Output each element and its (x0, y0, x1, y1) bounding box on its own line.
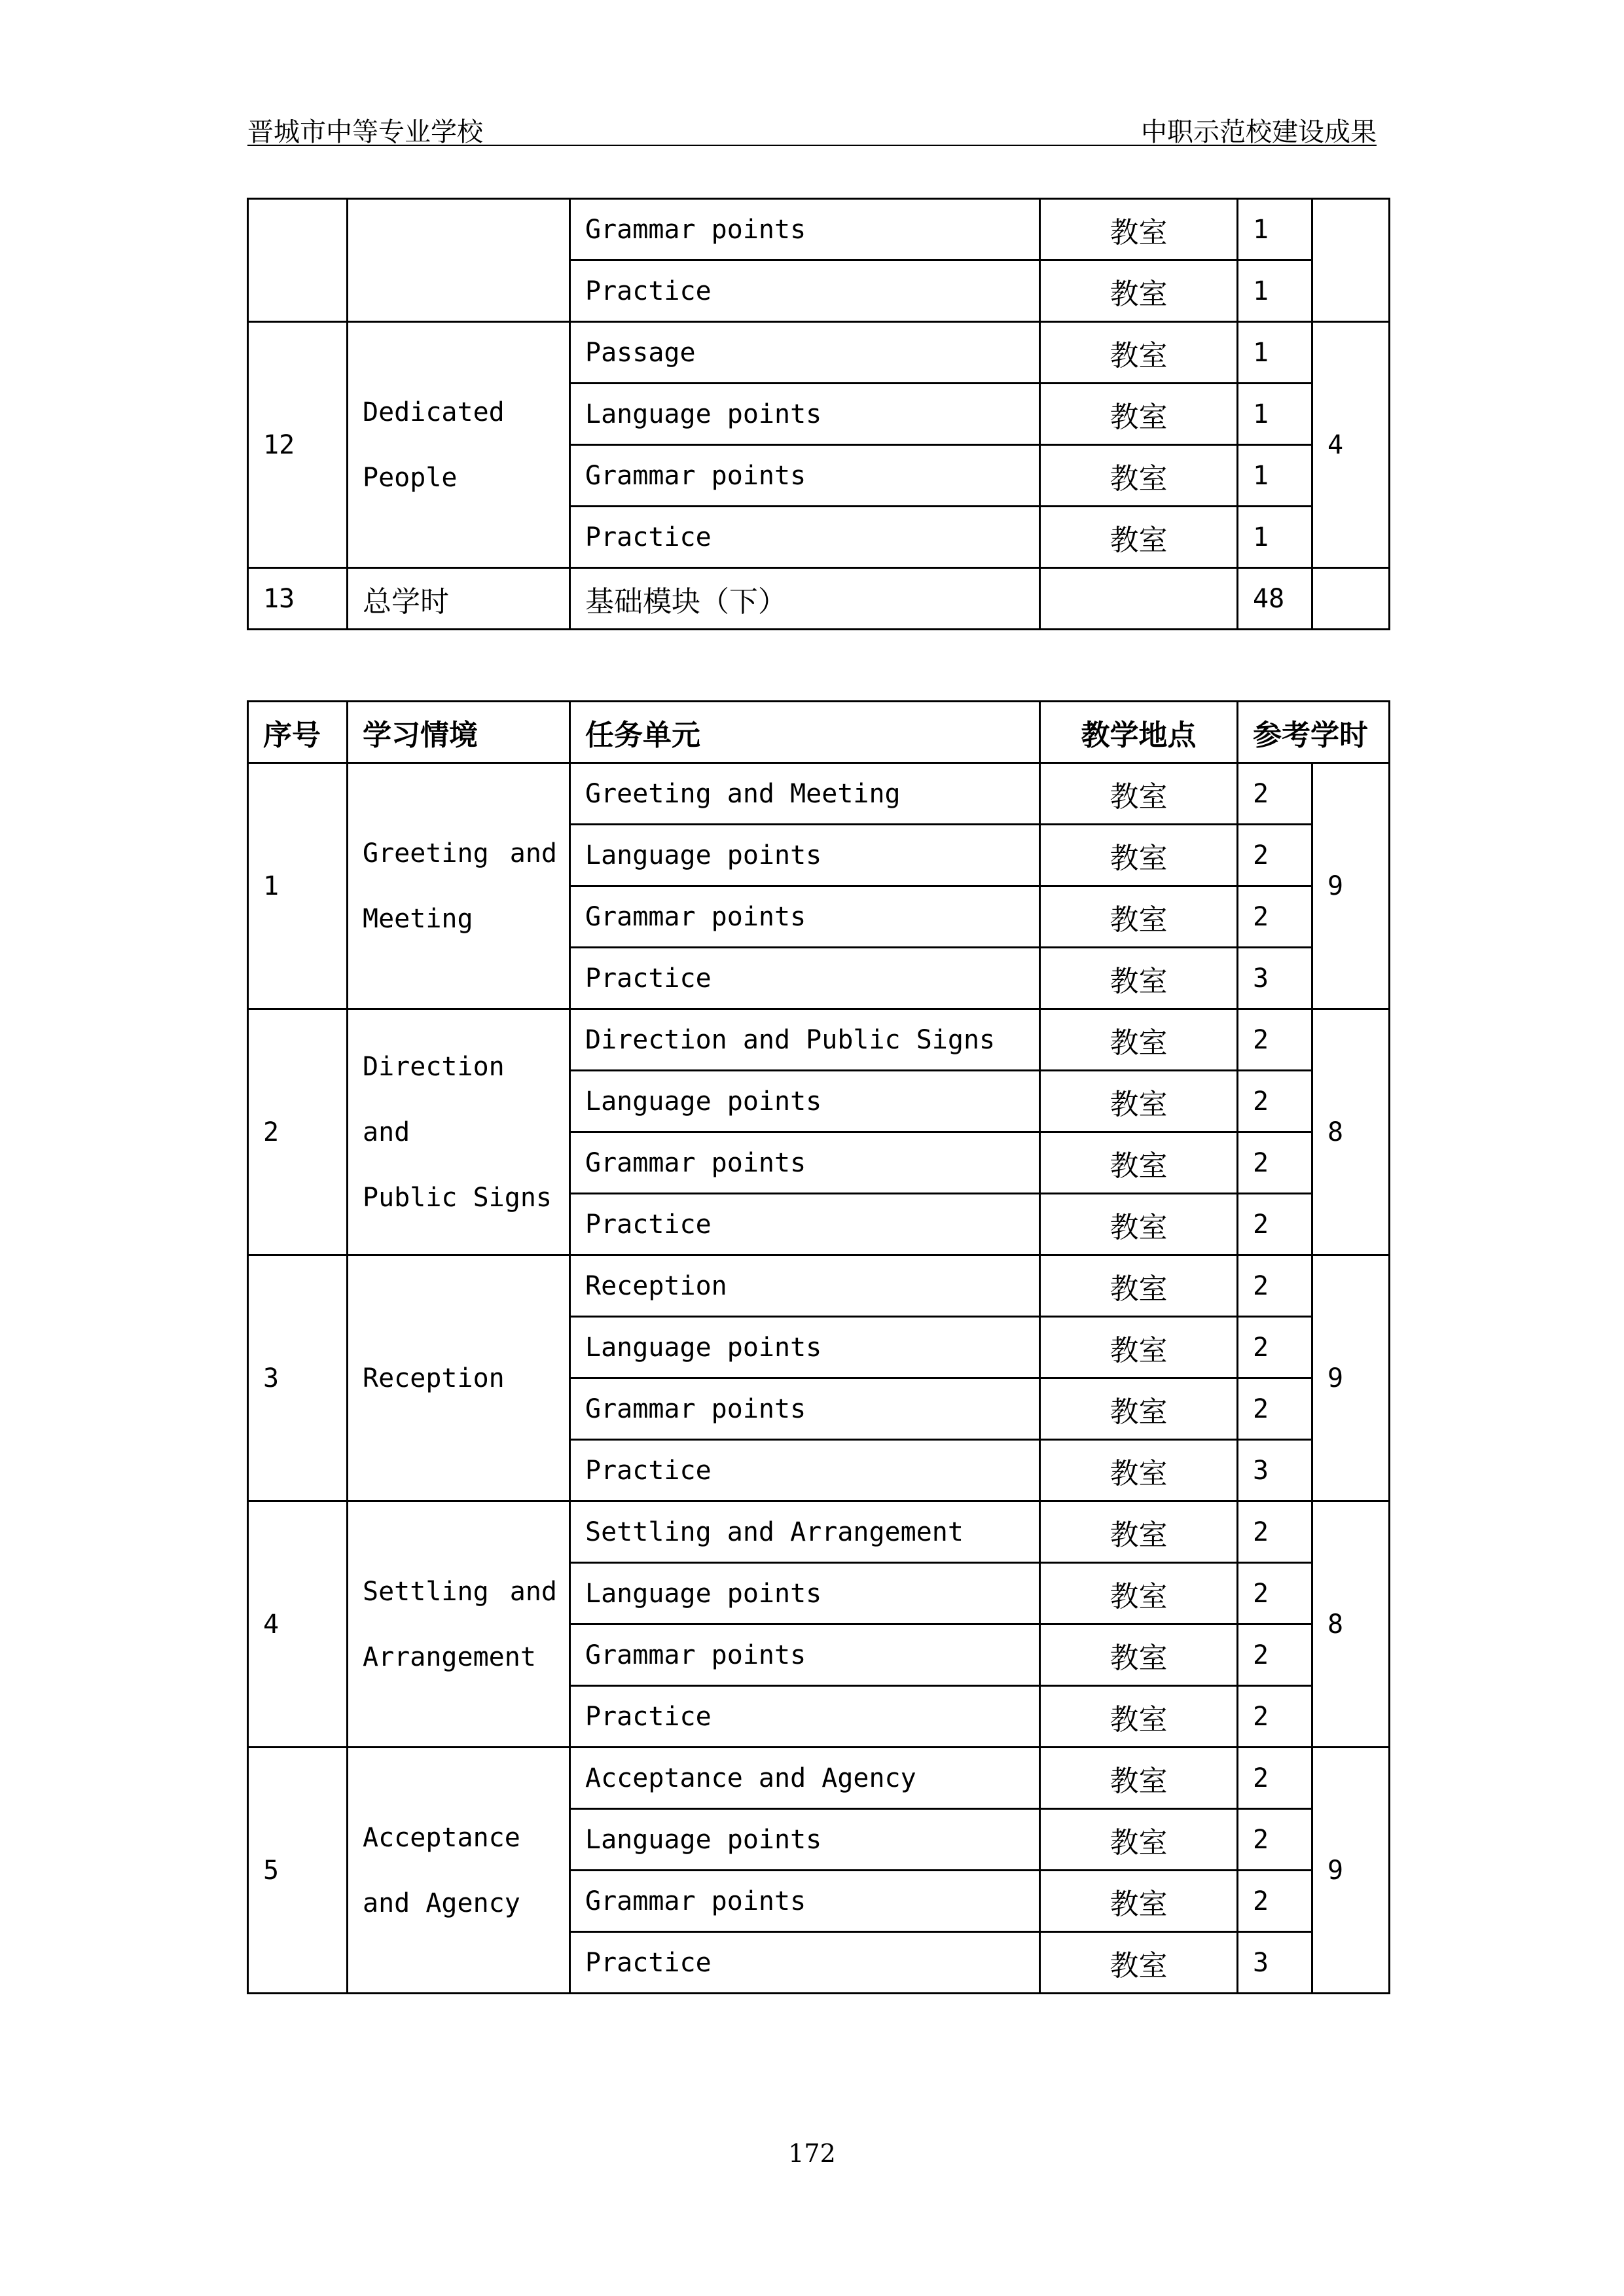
row-number (248, 199, 348, 322)
task-unit: Practice (570, 1194, 1040, 1255)
reference-hours: 2 (1238, 1748, 1312, 1809)
teaching-location: 教室 (1040, 1809, 1238, 1871)
reference-hours: 1 (1238, 199, 1312, 260)
teaching-location: 教室 (1040, 1624, 1238, 1686)
task-unit: Language points (570, 1809, 1040, 1871)
subtotal-hours: 9 (1312, 1255, 1390, 1501)
learning-context-line: Greeting and (363, 838, 557, 869)
task-unit: Practice (570, 948, 1040, 1009)
reference-hours: 1 (1238, 445, 1312, 507)
task-unit: Language points (570, 1317, 1040, 1378)
teaching-location: 教室 (1040, 1440, 1238, 1501)
teaching-location: 教室 (1040, 1009, 1238, 1071)
row-number: 3 (248, 1255, 348, 1501)
reference-hours: 1 (1238, 322, 1312, 384)
header-no: 序号 (248, 702, 348, 763)
learning-context-line: Settling and (363, 1576, 557, 1607)
reference-hours: 2 (1238, 1871, 1312, 1932)
learning-context (348, 1009, 570, 1255)
table-row (248, 1501, 1390, 1563)
reference-hours: 2 (1238, 1317, 1312, 1378)
task-unit: Grammar points (570, 445, 1040, 507)
page-number: 172 (788, 2139, 836, 2168)
teaching-location: 教室 (1040, 1563, 1238, 1624)
subtotal-hours: 9 (1312, 1748, 1390, 1994)
header-task: 任务单元 (570, 702, 1040, 763)
reference-hours: 2 (1238, 1624, 1312, 1686)
learning-context-line: Public Signs (363, 1182, 552, 1213)
task-unit: Passage (570, 322, 1040, 384)
table-header-row (248, 702, 1390, 763)
task-unit: Grammar points (570, 1871, 1040, 1932)
reference-hours: 2 (1238, 763, 1312, 825)
task-unit: Grammar points (570, 1378, 1040, 1440)
task-unit: Language points (570, 1071, 1040, 1132)
header-hours: 参考学时 (1238, 702, 1390, 763)
learning-context-line: Direction and (363, 1051, 505, 1147)
teaching-location: 教室 (1040, 1748, 1238, 1809)
teaching-location: 教室 (1040, 1871, 1238, 1932)
teaching-location: 教室 (1040, 1071, 1238, 1132)
teaching-location: 教室 (1040, 1317, 1238, 1378)
learning-context-line: and Agency (363, 1888, 520, 1918)
teaching-location: 教室 (1040, 825, 1238, 886)
task-unit: Practice (570, 507, 1040, 568)
schedule-table (247, 700, 1390, 1994)
teaching-location: 教室 (1040, 322, 1238, 384)
table-row (248, 763, 1390, 825)
header-location: 教学地点 (1040, 702, 1238, 763)
teaching-location: 教室 (1040, 445, 1238, 507)
reference-hours: 3 (1238, 1932, 1312, 1994)
reference-hours: 3 (1238, 948, 1312, 1009)
task-unit: Grammar points (570, 1624, 1040, 1686)
header-school-name: 晋城市中等专业学校 (247, 117, 483, 147)
teaching-location (1040, 568, 1238, 630)
learning-context-line: Arrangement (363, 1641, 536, 1672)
row-number: 5 (248, 1748, 348, 1994)
header-rule (247, 145, 1377, 146)
learning-context-line: Meeting (363, 903, 473, 934)
learning-context-line: Reception (363, 1363, 505, 1393)
subtotal-hours: 4 (1312, 322, 1390, 568)
teaching-location: 教室 (1040, 1932, 1238, 1994)
task-unit: Grammar points (570, 886, 1040, 948)
table-row (248, 1748, 1390, 1809)
reference-hours: 2 (1238, 1501, 1312, 1563)
reference-hours: 1 (1238, 384, 1312, 445)
teaching-location: 教室 (1040, 763, 1238, 825)
learning-context-line: Dedicated (363, 397, 505, 427)
reference-hours: 2 (1238, 1378, 1312, 1440)
learning-context (348, 1501, 570, 1748)
learning-context (348, 199, 570, 322)
reference-hours: 2 (1238, 1132, 1312, 1194)
teaching-location: 教室 (1040, 507, 1238, 568)
reference-hours: 1 (1238, 260, 1312, 322)
reference-hours: 2 (1238, 1809, 1312, 1871)
task-unit: Language points (570, 384, 1040, 445)
reference-hours: 2 (1238, 886, 1312, 948)
task-unit: Direction and Public Signs (570, 1009, 1040, 1071)
task-unit: Reception (570, 1255, 1040, 1317)
learning-context (348, 1255, 570, 1501)
reference-hours: 3 (1238, 1440, 1312, 1501)
reference-hours: 2 (1238, 1009, 1312, 1071)
teaching-location: 教室 (1040, 1132, 1238, 1194)
teaching-location: 教室 (1040, 199, 1238, 260)
total-extra (1312, 568, 1390, 630)
teaching-location: 教室 (1040, 1255, 1238, 1317)
row-number: 2 (248, 1009, 348, 1255)
task-unit: Grammar points (570, 199, 1040, 260)
row-number: 12 (248, 322, 348, 568)
table-row (248, 322, 1390, 384)
subtotal-hours: 8 (1312, 1009, 1390, 1255)
reference-hours: 2 (1238, 1563, 1312, 1624)
subtotal-hours: 8 (1312, 1501, 1390, 1748)
table-row (248, 1009, 1390, 1071)
task-unit: Language points (570, 1563, 1040, 1624)
task-unit: Practice (570, 1686, 1040, 1748)
learning-context (348, 763, 570, 1009)
learning-context (348, 1748, 570, 1994)
header-context: 学习情境 (348, 702, 570, 763)
teaching-location: 教室 (1040, 1194, 1238, 1255)
module-name: 基础模块（下） (570, 568, 1040, 630)
task-unit: Language points (570, 825, 1040, 886)
task-unit: Practice (570, 1440, 1040, 1501)
teaching-location: 教室 (1040, 1378, 1238, 1440)
teaching-location: 教室 (1040, 948, 1238, 1009)
task-unit: Acceptance and Agency (570, 1748, 1040, 1809)
reference-hours: 2 (1238, 825, 1312, 886)
row-number: 4 (248, 1501, 348, 1748)
teaching-location: 教室 (1040, 260, 1238, 322)
reference-hours: 1 (1238, 507, 1312, 568)
teaching-location: 教室 (1040, 1501, 1238, 1563)
reference-hours: 2 (1238, 1071, 1312, 1132)
total-row (248, 568, 1390, 630)
row-number: 13 (248, 568, 348, 630)
total-label: 总学时 (348, 568, 570, 630)
learning-context-line: Acceptance (363, 1822, 520, 1853)
header-document-title: 中职示范校建设成果 (1141, 117, 1377, 147)
total-hours: 48 (1238, 568, 1312, 630)
task-unit: Settling and Arrangement (570, 1501, 1040, 1563)
task-unit: Greeting and Meeting (570, 763, 1040, 825)
reference-hours: 2 (1238, 1686, 1312, 1748)
reference-hours: 2 (1238, 1194, 1312, 1255)
task-unit: Practice (570, 260, 1040, 322)
task-unit: Practice (570, 1932, 1040, 1994)
reference-hours: 2 (1238, 1255, 1312, 1317)
schedule-table-continued (247, 198, 1390, 630)
subtotal-hours: 9 (1312, 763, 1390, 1009)
task-unit: Grammar points (570, 1132, 1040, 1194)
table-row (248, 1255, 1390, 1317)
teaching-location: 教室 (1040, 384, 1238, 445)
subtotal-hours (1312, 199, 1390, 322)
teaching-location: 教室 (1040, 886, 1238, 948)
learning-context (348, 322, 570, 568)
teaching-location: 教室 (1040, 1686, 1238, 1748)
row-number: 1 (248, 763, 348, 1009)
table-row (248, 199, 1390, 260)
learning-context-line: People (363, 462, 458, 493)
